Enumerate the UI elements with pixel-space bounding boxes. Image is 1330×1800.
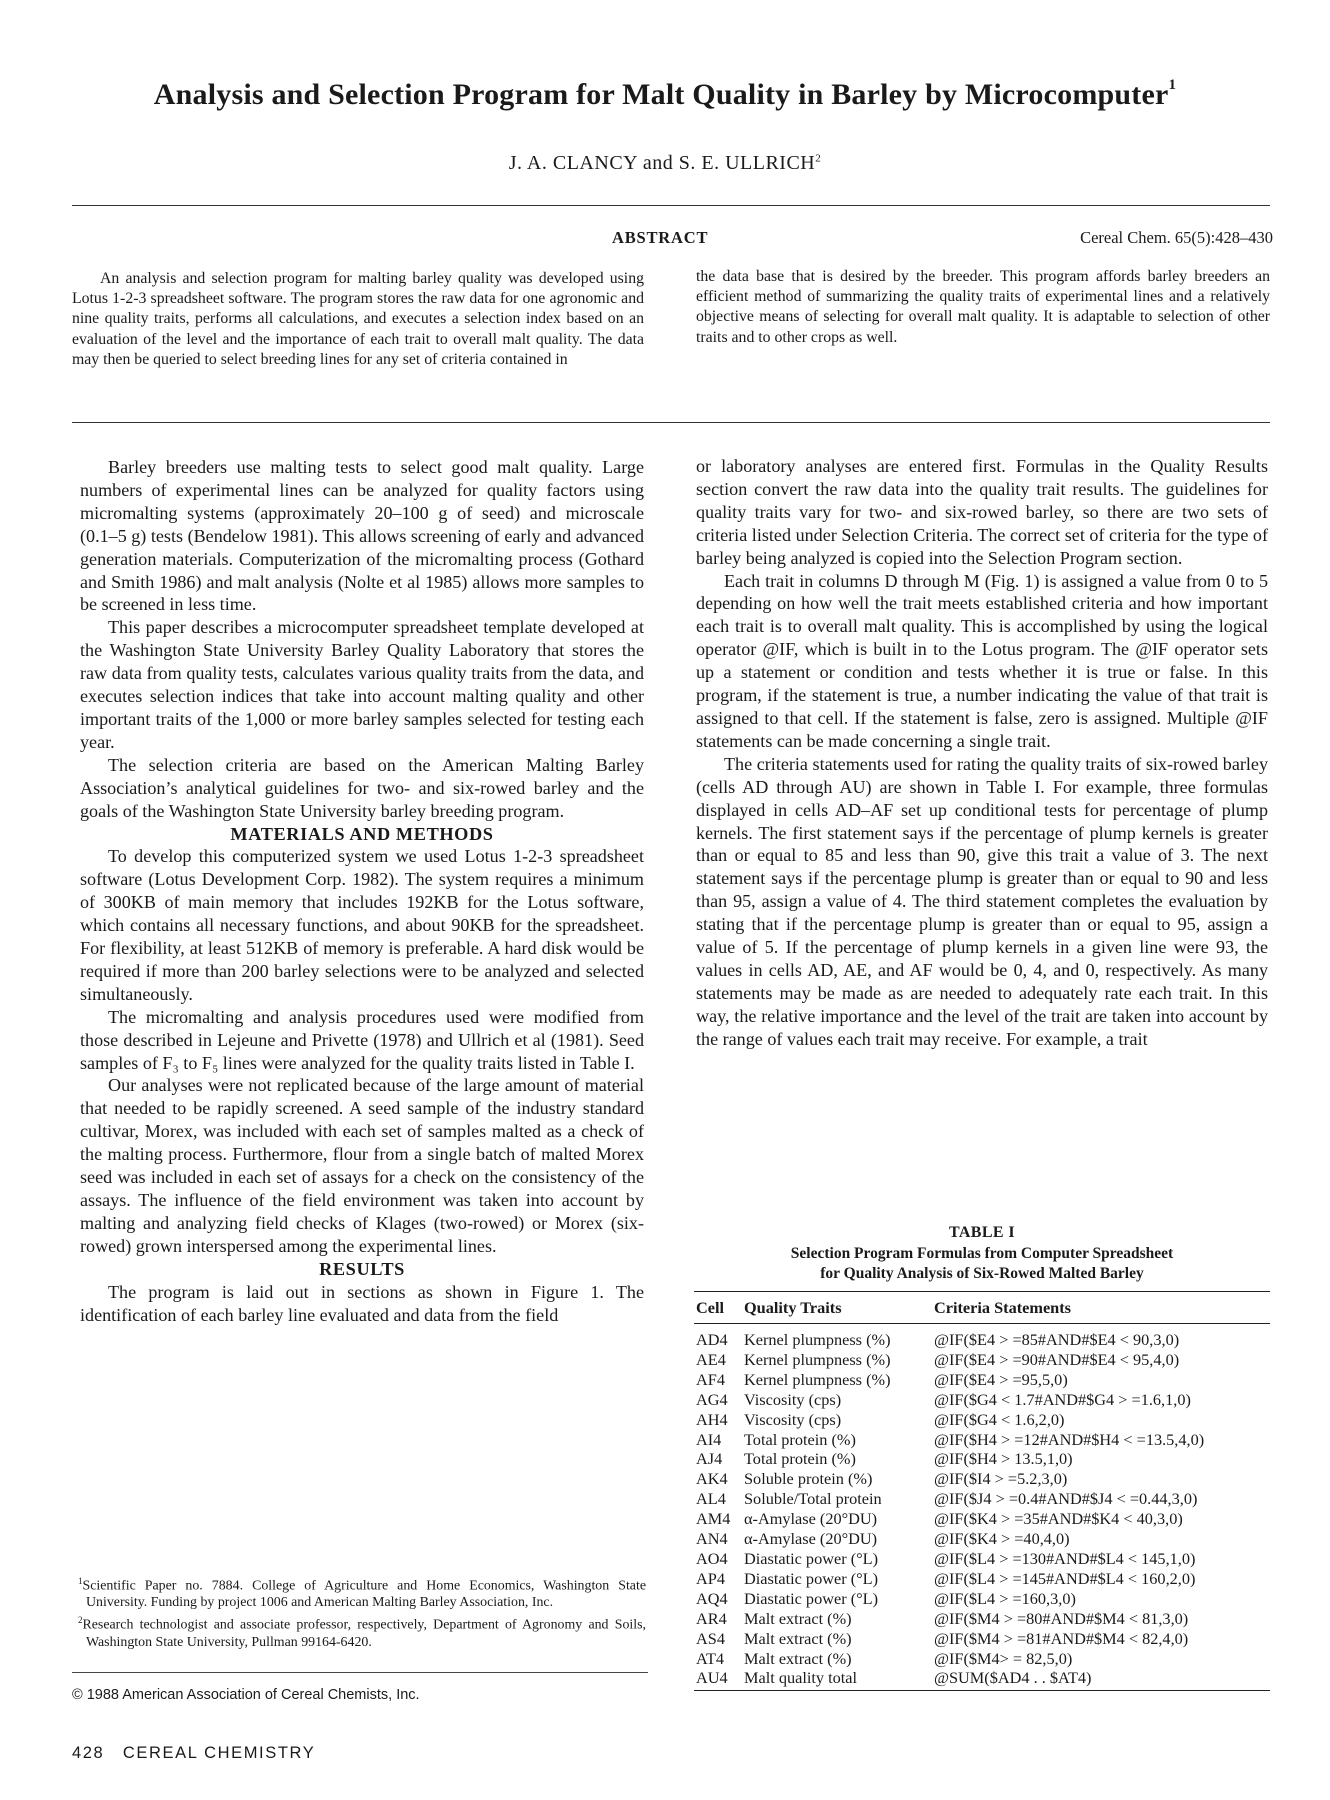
results-paragraph-2: Each trait in columns D through M (Fig. 1) is assigned a value from 0 to 5 depending on how well the trait meets established criteria and how important each trait is to overall malt quality. This is accomplished by using the logical operator @IF, which is built in to the Lotus program. The @IF operator sets up a statement or condition and tests whether it is true or false. In this program, if the statement is true, a number indicating the value of that trait is assigned to that cell. If the statement is false, zero is assigned. Multiple @IF statements can be made concerning a single trait.: [696, 570, 1268, 751]
table-row: [694, 1410, 1270, 1430]
table-row: [694, 1430, 1270, 1450]
criteria-statement: @IF($I4 > =5.2,3,0): [934, 1469, 1068, 1489]
results-paragraph-continued: or laboratory analyses are entered first. Formulas in the Quality Results section convert the raw data into the quality trait results. The guidelines for quality traits vary for two- and six-rowed barley, so there are two sets of criteria listed under Selection Criteria. The correct set of criteria for the type of barley being analyzed is copied into the Selection Program section.: [696, 456, 1268, 568]
criteria-statement: @IF($G4 < 1.7#AND#$G4 > =1.6,1,0): [934, 1389, 1191, 1409]
methods-paragraph-1: To develop this computerized system we used Lotus 1-2-3 spreadsheet software (Lotus Development Corp. 1982). The system requires a minimum of 300KB of main memory that includes 192KB for the Lotus software, which contains all necessary functions, and about 90KB for the spreadsheet. For flexibility, at least 512KB of memory is preferable. A hard disk would be required if more than 200 barley selections were to be analyzed and selected simultaneously.: [80, 846, 644, 1004]
criteria-statement: @IF($K4 > =40,4,0): [934, 1529, 1070, 1549]
criteria-statement: @IF($L4 > =130#AND#$L4 < 145,1,0): [934, 1548, 1196, 1568]
author-line: [60, 152, 1270, 175]
article-title: [60, 78, 1270, 112]
quality-trait: α-Amylase (20°DU): [744, 1529, 878, 1549]
criteria-statement: @IF($E4 > =90#AND#$E4 < 95,4,0): [934, 1349, 1180, 1369]
column-header-traits: Quality Traits: [744, 1292, 934, 1324]
cell-id: AO4: [696, 1548, 728, 1568]
criteria-statement: @IF($L4 > =160,3,0): [934, 1588, 1076, 1608]
footnote-1: [72, 1573, 646, 1612]
table-row: [694, 1509, 1270, 1529]
cell-id: AD4: [696, 1330, 728, 1349]
quality-trait: Soluble/Total protein: [744, 1489, 882, 1509]
table-row: [694, 1489, 1270, 1509]
table-caption: [694, 1244, 1270, 1284]
quality-trait: Kernel plumpness (%): [744, 1369, 891, 1389]
quality-trait: Kernel plumpness (%): [744, 1330, 891, 1349]
selection-formulas-table: [694, 1291, 1270, 1691]
table-row: [694, 1589, 1270, 1609]
footnote-2-text: Research technologist and associate professor, respectively, Department of Agronomy and Soils, Washington State University, Pullman 99164-6420.: [82, 1617, 646, 1650]
cell-id: AG4: [696, 1389, 728, 1409]
table-caption-line-2: for Quality Analysis of Six-Rowed Malted Barley: [820, 1265, 1144, 1282]
cell-id: AP4: [696, 1568, 725, 1588]
journal-citation: Cereal Chem. 65(5):428–430: [1080, 228, 1273, 247]
abstract-heading: ABSTRACT: [612, 228, 709, 247]
table-row: [694, 1324, 1270, 1350]
table-row: [694, 1370, 1270, 1390]
page-folio: 428 CEREAL CHEMISTRY: [72, 1744, 316, 1762]
results-paragraph-1: The program is laid out in sections as shown in Figure 1. The identification of each barley line evaluated and data from the field: [80, 1281, 644, 1325]
title-text: Analysis and Selection Program for Malt Quality in Barley by Microcomputer: [153, 78, 1169, 111]
cell-id: AK4: [696, 1469, 728, 1489]
abstract-left-column: An analysis and selection program for malting barley quality was developed using Lotus 1-2-3 spreadsheet software. The program stores the raw data for one agronomic and nine quality traits, performs all calculations, and executes a selection index based on an evaluation of the level and the importance of each trait to overall malt quality. The data may then be queried to select breeding lines for any set of criteria contained in: [72, 270, 644, 368]
table-row: [694, 1609, 1270, 1629]
quality-trait: Diastatic power (°L): [744, 1548, 878, 1568]
quality-trait: Viscosity (cps): [744, 1409, 842, 1429]
cell-id: AL4: [696, 1489, 726, 1509]
intro-paragraph-3: The selection criteria are based on the American Malting Barley Association’s analytical guidelines for two- and six-rowed barley and the goals of the Washington State University barley breeding program.: [80, 754, 644, 821]
cell-id: AT4: [696, 1648, 725, 1668]
criteria-statement: @IF($G4 < 1.6,2,0): [934, 1409, 1065, 1429]
table-row: [694, 1649, 1270, 1669]
table-row: [694, 1668, 1270, 1690]
methods-paragraph-2: The micromalting and analysis procedures used were modified from those described in Lejeune and Privette (1978) and Ullrich et al (1981). Seed samples of F₃ to F₅ lines were analyzed for the quality traits listed in Table I.: [80, 1006, 644, 1073]
abstract-rule: [72, 422, 1270, 423]
criteria-statement: @IF($L4 > =145#AND#$L4 < 160,2,0): [934, 1568, 1196, 1588]
table-row: [694, 1569, 1270, 1589]
table-label: TABLE I: [948, 1224, 1016, 1241]
criteria-statement: @IF($H4 > 13.5,1,0): [934, 1449, 1073, 1469]
intro-paragraph-1: Barley breeders use malting tests to select good malt quality. Large numbers of experimental lines can be analyzed for quality factors using micromalting systems (approximately 20–100 g of seed) and microscale (0.1–5 g) tests (Bendelow 1981). This allows screening of early and advanced generation materials. Computerization of the micromalting process (Gothard and Smith 1986) and malt analysis (Nolte et al 1985) allows more samples to be screened in less time.: [80, 457, 644, 615]
table-1: [694, 1224, 1270, 1691]
footnote-rule: [72, 1672, 648, 1673]
cell-id: AS4: [696, 1628, 725, 1648]
cell-id: AQ4: [696, 1588, 728, 1608]
footnote-2: [72, 1612, 646, 1651]
table-caption-line-1: Selection Program Formulas from Computer Spreadsheet: [790, 1245, 1174, 1262]
intro-paragraph-2: This paper describes a microcomputer spreadsheet template developed at the Washington State University Barley Quality Laboratory that stores the raw data from quality tests, calculates various quality traits from the data, and executes selection indices that take into account malting quality and other important traits of the 1,000 or more barley samples selected for testing each year.: [80, 617, 644, 752]
quality-trait: Malt extract (%): [744, 1648, 852, 1668]
criteria-statement: @SUM($AD4 . . $AT4): [934, 1668, 1270, 1690]
materials-methods-heading: MATERIALS AND METHODS: [230, 823, 494, 844]
cell-id: AN4: [696, 1529, 728, 1549]
quality-trait: Soluble protein (%): [744, 1469, 873, 1489]
abstract-right-column: the data base that is desired by the breeder. This program affords barley breeders an efficient method of summarizing the quality traits of experimental lines and a relatively objective means of selecting for overall malt quality. It is adaptable to selection of other traits and to other crops as well.: [696, 268, 1270, 346]
footnote-2-mark: 2: [78, 1615, 83, 1626]
quality-trait: Diastatic power (°L): [744, 1588, 878, 1608]
authors-footnote-mark: 2: [815, 152, 822, 165]
criteria-statement: @IF($H4 > =12#AND#$H4 < =13.5,4,0): [934, 1429, 1205, 1449]
column-header-cell: Cell: [694, 1292, 744, 1324]
cell-id: AJ4: [696, 1449, 723, 1469]
criteria-statement: @IF($M4 > =80#AND#$M4 < 81,3,0): [934, 1608, 1189, 1628]
quality-trait: Diastatic power (°L): [744, 1568, 878, 1588]
right-body-column: [696, 455, 1268, 1051]
quality-trait: Viscosity (cps): [744, 1389, 842, 1409]
quality-trait: Malt quality total: [744, 1668, 934, 1690]
quality-trait: Total protein (%): [744, 1429, 856, 1449]
criteria-statement: @IF($M4 > =81#AND#$M4 < 82,4,0): [934, 1628, 1189, 1648]
cell-id: AE4: [696, 1349, 726, 1369]
quality-trait: Malt extract (%): [744, 1608, 852, 1628]
results-paragraph-3: The criteria statements used for rating the quality traits of six-rowed barley (cells AD through AU) are shown in Table I. For example, three formulas displayed in cells AD–AF set up conditional tests for percentage of plump kernels. The first statement says if the percentage of plump kernels is greater than or equal to 85 and less than 90, give this trait a value of 3. The next statement says if the percentage plump is greater than or equal to 90 and less than 95, assign a value of 4. The third statement completes the evaluation by stating that if the percentage plump is greater than or equal to 95, assign a value of 5. If the percentage of plump kernels in a given line were 93, the values in cells AD, AE, and AF would be 0, 4, and 0, respectively. As many statements may be made as are needed to adequately rate each trait. In this way, the relative importance and the level of the trait are taken into account by the range of values each trait may receive. For example, a trait: [696, 753, 1268, 1049]
criteria-statement: @IF($J4 > =0.4#AND#$J4 < =0.44,3,0): [934, 1489, 1198, 1509]
methods-paragraph-3: Our analyses were not replicated because of the large amount of material that needed to be rapidly screened. A seed sample of the industry standard cultivar, Morex, was included with each set of samples malted as a check of the malting process. Furthermore, flour from a single batch of malted Morex seed was included in each set of assays for a check on the consistency of the assays. The influence of the field environment was taken into account by malting and analyzing field checks of Klages (two-rowed) or Morex (six-rowed) grown interspersed among the experimental lines.: [80, 1075, 644, 1256]
table-row: [694, 1350, 1270, 1370]
footnote-1-mark: 1: [78, 1576, 83, 1586]
table-row: [694, 1629, 1270, 1649]
quality-trait: Malt extract (%): [744, 1628, 852, 1648]
quality-trait: α-Amylase (20°DU): [744, 1509, 878, 1529]
left-body-column: [80, 456, 644, 1326]
authors-text: J. A. CLANCY and S. E. ULLRICH: [508, 152, 816, 174]
criteria-statement: @IF($K4 > =35#AND#$K4 < 40,3,0): [934, 1509, 1183, 1529]
copyright-notice: © 1988 American Association of Cereal Chemists, Inc.: [72, 1687, 420, 1703]
table-row: [694, 1549, 1270, 1569]
cell-id: AF4: [696, 1369, 725, 1389]
results-heading: RESULTS: [319, 1258, 405, 1279]
cell-id: AH4: [696, 1409, 728, 1429]
table-row: [694, 1390, 1270, 1410]
table-row: [694, 1529, 1270, 1549]
criteria-statement: @IF($E4 > =95,5,0): [934, 1369, 1068, 1389]
quality-trait: Total protein (%): [744, 1449, 856, 1469]
footnotes: [72, 1573, 646, 1651]
cell-id: AR4: [696, 1608, 727, 1628]
footnote-1-text: Scientific Paper no. 7884. College of Agriculture and Home Economics, Washington State University. Funding by project 1006 and American Malting Barley Association, Inc.: [82, 1578, 646, 1611]
cell-id: AM4: [696, 1509, 731, 1529]
column-header-criteria: Criteria Statements: [934, 1292, 1270, 1324]
table-row: [694, 1469, 1270, 1489]
cell-id: AI4: [696, 1429, 722, 1449]
table-row: [694, 1449, 1270, 1469]
title-footnote-mark: 1: [1168, 77, 1177, 93]
criteria-statement: @IF($M4> = 82,5,0): [934, 1648, 1073, 1668]
quality-trait: Kernel plumpness (%): [744, 1349, 891, 1369]
header-rule: [72, 205, 1270, 206]
table-header-row: [694, 1292, 1270, 1324]
cell-id: AU4: [694, 1668, 744, 1690]
criteria-statement: @IF($E4 > =85#AND#$E4 < 90,3,0): [934, 1330, 1180, 1349]
